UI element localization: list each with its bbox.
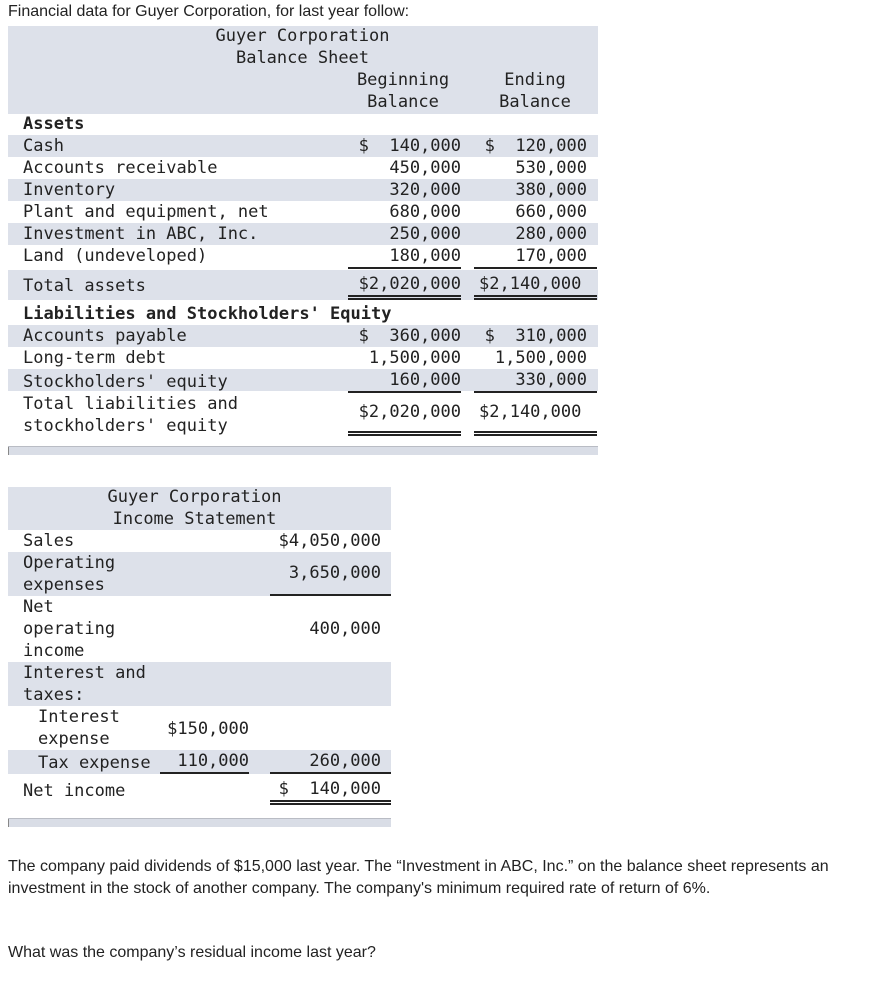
liability-begin: 160,000	[348, 369, 461, 393]
sales-value: $4,050,000	[278, 531, 381, 551]
asset-begin: 450,000	[389, 158, 461, 178]
asset-end	[474, 245, 597, 269]
total-assets-end	[474, 273, 597, 300]
intro-text: Financial data for Guyer Corporation, for last year follow:	[8, 3, 410, 20]
liability-end: 1,500,000	[494, 348, 587, 368]
total-liab-end-value: $2,140,000	[479, 402, 582, 422]
noi-label: Net operating income	[23, 597, 116, 661]
interest-expense-label: Interest expense	[38, 707, 120, 749]
asset-label: Accounts receivable	[23, 158, 218, 178]
asset-begin: 320,000	[389, 180, 461, 200]
asset-end-value: 170,000	[515, 246, 587, 266]
problem-paragraph: The company paid dividends of $15,000 last year. The “Investment in ABC, Inc.” on the balance sheet represents an investment in the stock of another company. The company's minimum required rate of return of 6%.	[8, 858, 829, 897]
assets-header: Assets	[23, 114, 85, 134]
asset-end: 280,000	[515, 224, 587, 244]
net-income-value: $ 140,000	[270, 778, 391, 805]
liability-end-value: 330,000	[515, 370, 587, 390]
liabilities-header: Liabilities and Stockholders' Equity	[23, 304, 392, 324]
asset-label: Investment in ABC, Inc.	[23, 224, 259, 244]
total-liab-end	[474, 401, 597, 436]
asset-label: Plant and equipment, net	[23, 202, 269, 222]
asset-begin: $ 140,000	[358, 136, 461, 156]
noi-value: 400,000	[309, 619, 381, 639]
interest-taxes-total: 260,000	[270, 750, 391, 774]
asset-label: Land (undeveloped)	[23, 246, 208, 266]
asset-begin: 680,000	[389, 202, 461, 222]
balance-sheet-scrollbar[interactable]	[8, 446, 598, 455]
asset-end: 530,000	[515, 158, 587, 178]
opex-underline	[270, 594, 391, 596]
liability-begin: 1,500,000	[368, 348, 461, 368]
asset-end: $ 120,000	[484, 136, 587, 156]
tax-expense-label: Tax expense	[38, 753, 151, 773]
asset-end: 380,000	[515, 180, 587, 200]
total-liab-begin: $2,020,000	[348, 401, 461, 436]
income-statement-scrollbar[interactable]	[8, 818, 391, 827]
total-assets-label: Total assets	[23, 276, 146, 296]
liability-label: Stockholders' equity	[23, 372, 228, 392]
net-income-label: Net income	[23, 781, 126, 801]
asset-begin: 180,000	[348, 245, 461, 269]
balance-sheet-title: Guyer Corporation Balance Sheet	[215, 26, 390, 68]
interest-expense-value: $150,000	[167, 719, 249, 739]
asset-label: Inventory	[23, 180, 116, 200]
total-assets-end-value: $2,140,000	[479, 274, 582, 294]
question-text: What was the company’s residual income last year?	[8, 944, 376, 961]
liability-label: Long-term debt	[23, 348, 167, 368]
col-header-beginning: Beginning Balance	[356, 70, 450, 112]
opex-value: 3,650,000	[288, 563, 381, 583]
liability-label: Accounts payable	[23, 326, 187, 346]
asset-begin: 250,000	[389, 224, 461, 244]
opex-label: Operating expenses	[23, 553, 116, 595]
tax-expense-value: 110,000	[160, 750, 249, 774]
total-assets-begin: $2,020,000	[348, 273, 461, 300]
liability-end: $ 310,000	[484, 326, 587, 346]
asset-label: Cash	[23, 136, 64, 156]
total-liab-label: Total liabilities and stockholders' equity	[23, 394, 238, 436]
asset-end: 660,000	[515, 202, 587, 222]
liability-end	[474, 369, 597, 393]
interest-taxes-label: Interest and taxes:	[23, 663, 146, 705]
income-statement-title: Guyer Corporation Income Statement	[107, 487, 282, 529]
col-header-ending: Ending Balance	[499, 70, 571, 112]
liability-begin: $ 360,000	[358, 326, 461, 346]
sales-label: Sales	[23, 531, 75, 551]
